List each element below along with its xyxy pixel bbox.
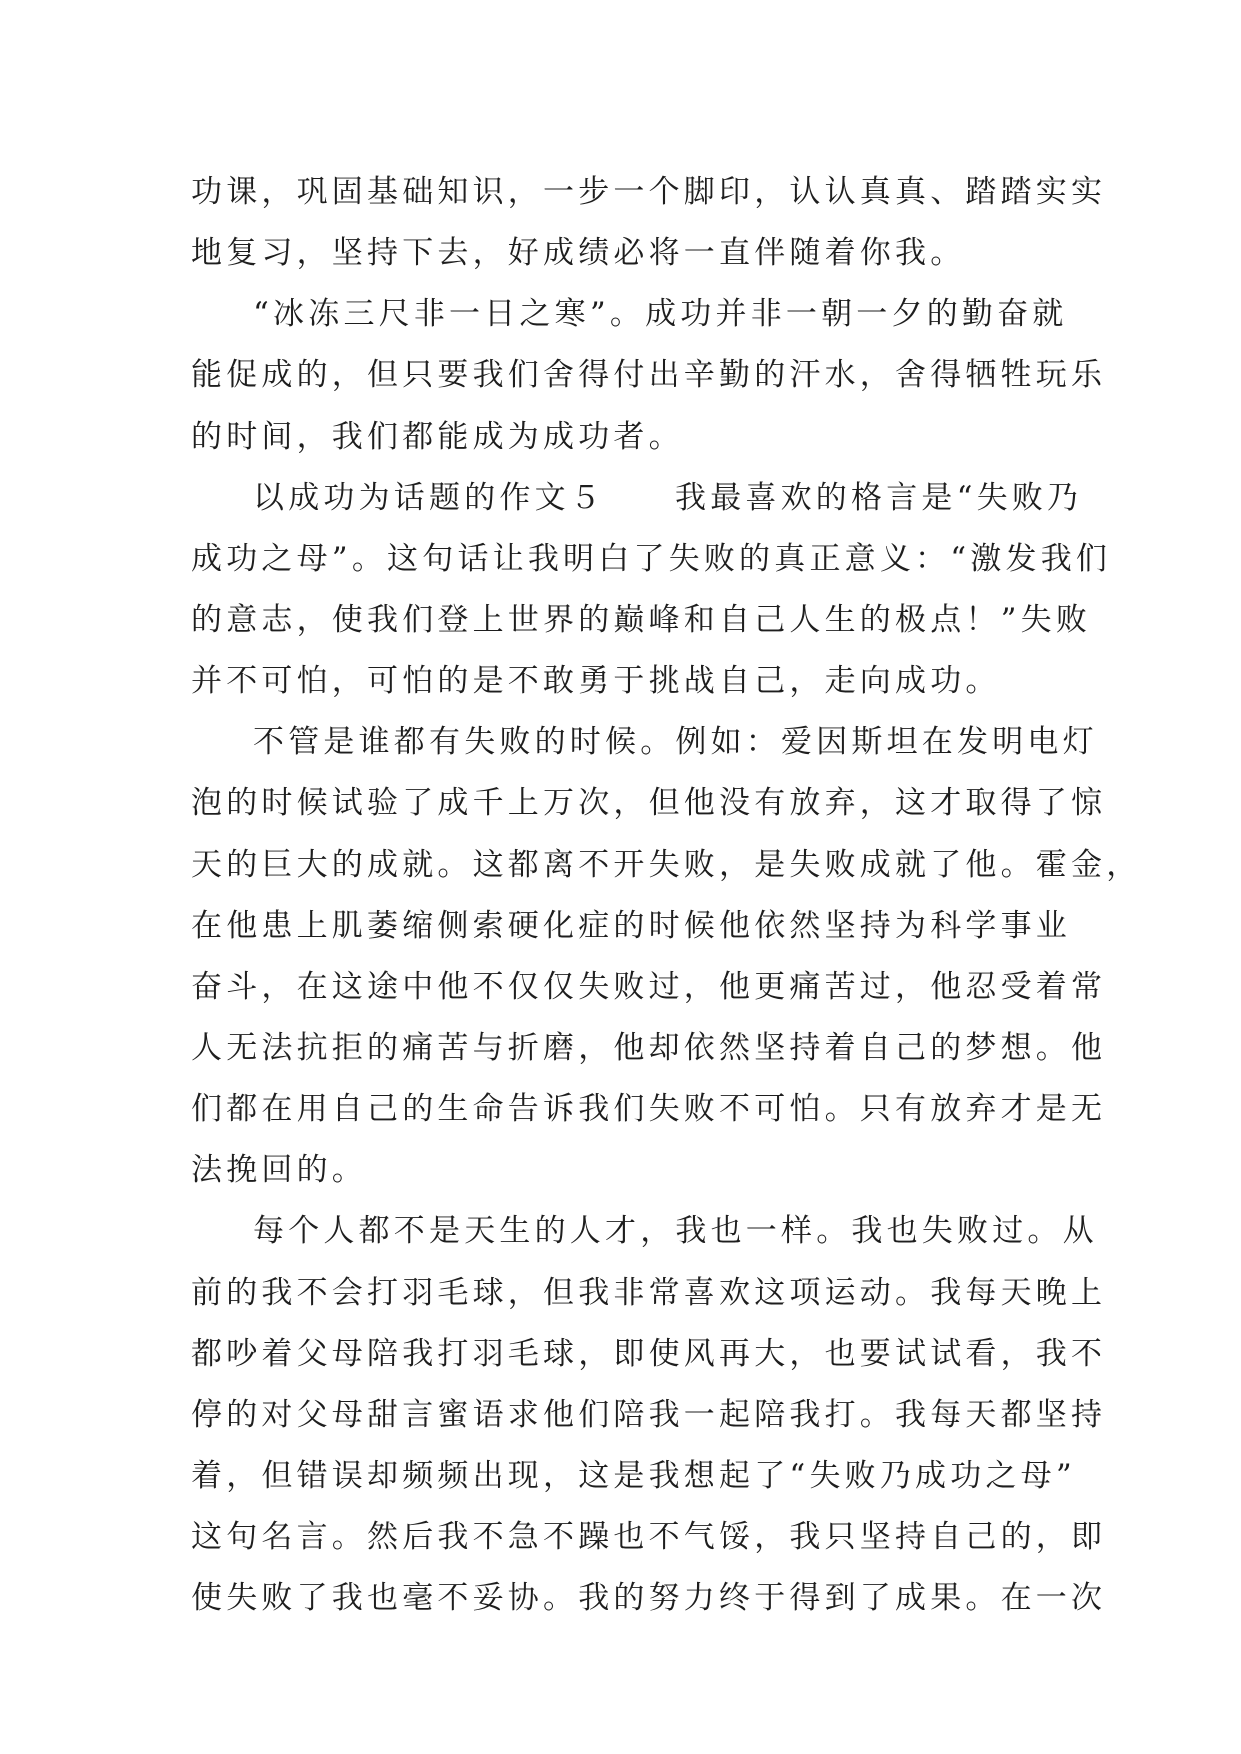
text-line: 法挽回的。 [191,1152,367,1189]
paragraph [191,284,1107,467]
text-line: 都吵着父母陪我打羽毛球，即使风再大，也要试试看，我不 [191,1335,1107,1372]
text-line: 人无法抗拒的痛苦与折磨，他却依然坚持着自己的梦想。他 [191,1029,1107,1066]
text-line: 的意志，使我们登上世界的巅峰和自己人生的极点！”失败 [191,601,1092,638]
document-body [191,162,1142,1629]
text-line: 们都在用自己的生命告诉我们失败不可怕。只有放弃才是无 [191,1091,1107,1128]
text-line: 每个人都不是天生的人才，我也一样。我也失败过。从 [253,1213,1098,1250]
text-line: 功课，巩固基础知识，一步一个脚印，认认真真、踏踏实实 [191,174,1107,210]
text-line: 在他患上肌萎缩侧索硬化症的时候他依然坚持为科学事业 [191,907,1071,944]
text-line: 着，但错误却频频出现，这是我想起了“失败乃成功之母” [191,1457,1076,1494]
text-line: 天的巨大的成就。这都离不开失败，是失败成就了他。霍金， [191,846,1142,883]
text-line: 泡的时候试验了成千上万次，但他没有放弃，这才取得了惊 [191,785,1107,822]
text-line: 停的对父母甜言蜜语求他们陪我一起陪我打。我每天都坚持 [191,1396,1107,1433]
paragraph [191,162,1107,284]
text-line: 并不可怕，可怕的是不敢勇于挑战自己，走向成功。 [191,663,1001,700]
text-line: 成功之母”。这句话让我明白了失败的真正意义：“激发我们 [191,540,1112,577]
text-line: 不管是谁都有失败的时候。例如：爱因斯坦在发明电灯 [253,724,1098,761]
text-line: “冰冻三尺非一日之寒”。成功并非一朝一夕的勤奋就 [253,296,1068,333]
essay-heading: 以成功为话题的作文５ [253,479,605,516]
text-line: 前的我不会打羽毛球，但我非常喜欢这项运动。我每天晚上 [191,1274,1107,1311]
paragraph [191,1201,1107,1629]
text-line: 能促成的，但只要我们舍得付出辛勤的汗水，舍得牺牲玩乐 [191,357,1107,394]
paragraph [191,712,1142,1201]
text-line-segment: 我最喜欢的格言是“失败乃 [675,479,1083,516]
paragraph [191,468,1112,713]
heading-line [191,468,1083,529]
text-line: 这句名言。然后我不急不躁也不气馁，我只坚持自己的，即 [191,1519,1107,1556]
text-line: 地复习，坚持下去，好成绩必将一直伴随着你我。 [191,235,966,272]
text-line: 使失败了我也毫不妥协。我的努力终于得到了成果。在一次 [191,1580,1107,1617]
text-line: 奋斗，在这途中他不仅仅失败过，他更痛苦过，他忍受着常 [191,968,1107,1005]
text-line: 的时间，我们都能成为成功者。 [191,418,684,455]
